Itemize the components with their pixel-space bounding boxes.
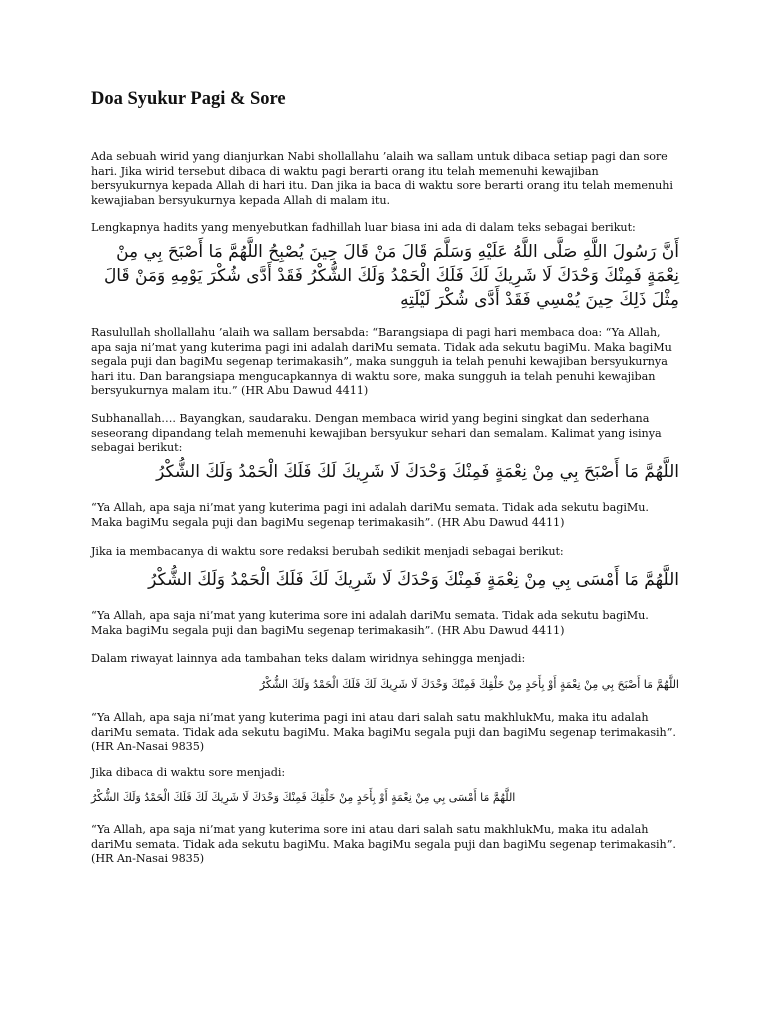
evening-intro-2-paragraph: Jika dibaca di waktu sore menjadi: <box>91 766 286 779</box>
intro-paragraph: Ada sebuah wirid yang dianjurkan Nabi shollallahu ’alaih wa sallam untuk dibaca setiap pagi dan sore hari. Jika wirid tersebut dibaca di waktu pagi berarti orang itu telah memenuhi kewajiban bersyukurnya kepada Allah di hari itu. Dan jika ia baca di waktu sore berarti orang itu telah memenuhi kewajiaban bersyukurnya kepada Allah di malam itu. <box>91 150 673 207</box>
document-title: Doa Syukur Pagi & Sore <box>91 89 286 109</box>
evening-intro-paragraph: Jika ia membacanya di waktu sore redaksi berubah sedikit menjadi sebagai berikut: <box>91 545 564 558</box>
arabic-morning-prayer: اللَّهُمَّ مَا أَصْبَحَ بِي مِنْ نِعْمَةٍ فَمِنْكَ وَحْدَكَ لَا شَرِيكَ لَكَ فَلَكَ الْحَمْدُ وَلَكَ الشُّكْرُ <box>156 462 679 482</box>
nasai-evening-translation-paragraph: “Ya Allah, apa saja ni’mat yang kuterima sore ini atau dari salah satu makhlukMu, maka itu adalah dariMu semata. Tidak ada sekutu bagiMu. Maka bagiMu segala puji dan bagiMu segenap terimakasih”. (HR An-Nasai 9835) <box>91 823 676 866</box>
riwayat-intro-paragraph: Dalam riwayat lainnya ada tambahan teks dalam wiridnya sehingga menjadi: <box>91 652 526 665</box>
arabic-nasai-morning-prayer: اللَّهُمَّ مَا أَصْبَحَ بِي مِنْ نِعْمَةٍ أَوْ بِأَحَدٍ مِنْ خَلْقِكَ فَمِنْكَ وَحْدَكَ لَا شَرِيكَ لَكَ فَلَكَ الْحَمْدُ وَلَكَ الشُّكْرُ <box>259 678 679 691</box>
document-page <box>91 0 679 1024</box>
arabic-hadith-text: أَنَّ رَسُولَ اللَّهِ صَلَّى اللَّهُ عَلَيْهِ وَسَلَّمَ قَالَ مَنْ قَالَ حِينَ يُصْبِحُ اللَّهُمَّ مَا أَصْبَحَ بِي مِنْ نِعْمَةٍ فَمِنْكَ وَحْدَكَ لَا شَرِيكَ لَكَ فَلَكَ الْحَمْدُ وَلَكَ الشُّكْرُ فَقَدْ أَدَّى شُكْرَ يَوْمِهِ وَمَنْ قَالَ مِثْلَ ذَلِكَ حِينَ يُمْسِي فَقَدْ أَدَّى شُكْرَ لَيْلَتِهِ <box>103 242 679 310</box>
nasai-morning-translation-paragraph: “Ya Allah, apa saja ni’mat yang kuterima pagi ini atau dari salah satu makhlukMu, maka itu adalah dariMu semata. Tidak ada sekutu bagiMu. Maka bagiMu segala puji dan bagiMu segenap terimakasih”. (HR An-Nasai 9835) <box>91 711 676 754</box>
subhanallah-paragraph: Subhanallah…. Bayangkan, saudaraku. Dengan membaca wirid yang begini singkat dan sederhana seseorang dipandang telah memenuhi kewajiban bersyukur sehari dan semalam. Kalimat yang isinya sebagai berikut: <box>91 412 662 455</box>
morning-translation-paragraph: “Ya Allah, apa saja ni’mat yang kuterima pagi ini adalah dariMu semata. Tidak ada sekutu bagiMu. Maka bagiMu segala puji dan bagiMu segenap terimakasih”. (HR Abu Dawud 4411) <box>91 501 649 529</box>
hadith-intro-paragraph: Lengkapnya hadits yang menyebutkan fadhillah luar biasa ini ada di dalam teks sebagai berikut: <box>91 221 636 234</box>
arabic-nasai-evening-prayer: اللَّهُمَّ مَا أَمْسَى بِي مِنْ نِعْمَةٍ أَوْ بِأَحَدٍ مِنْ خَلْقِكَ فَمِنْكَ وَحْدَكَ لَا شَرِيكَ لَكَ فَلَكَ الْحَمْدُ وَلَكَ الشُّكْرُ <box>91 791 516 804</box>
evening-translation-paragraph: “Ya Allah, apa saja ni’mat yang kuterima sore ini adalah dariMu semata. Tidak ada sekutu bagiMu. Maka bagiMu segala puji dan bagiMu segenap terimakasih”. (HR Abu Dawud 4411) <box>91 609 649 637</box>
arabic-evening-prayer: اللَّهُمَّ مَا أَمْسَى بِي مِنْ نِعْمَةٍ فَمِنْكَ وَحْدَكَ لَا شَرِيكَ لَكَ فَلَكَ الْحَمْدُ وَلَكَ الشُّكْرُ <box>148 570 679 590</box>
hadith-translation-paragraph: Rasulullah shollallahu ’alaih wa sallam bersabda: “Barangsiapa di pagi hari membaca doa: “Ya Allah, apa saja ni’mat yang kuterima pagi ini adalah dariMu semata. Tidak ada sekutu bagiMu. Maka bagiMu segala puji dan bagiMu segenap terimakasih”, maka sungguh ia telah penuhi kewajiban bersyukurnya hari itu. Dan barangsiapa mengucapkannya di waktu sore, maka sungguh ia telah penuhi kewajiban bersyukurnya malam itu.” (HR Abu Dawud 4411) <box>91 326 672 398</box>
